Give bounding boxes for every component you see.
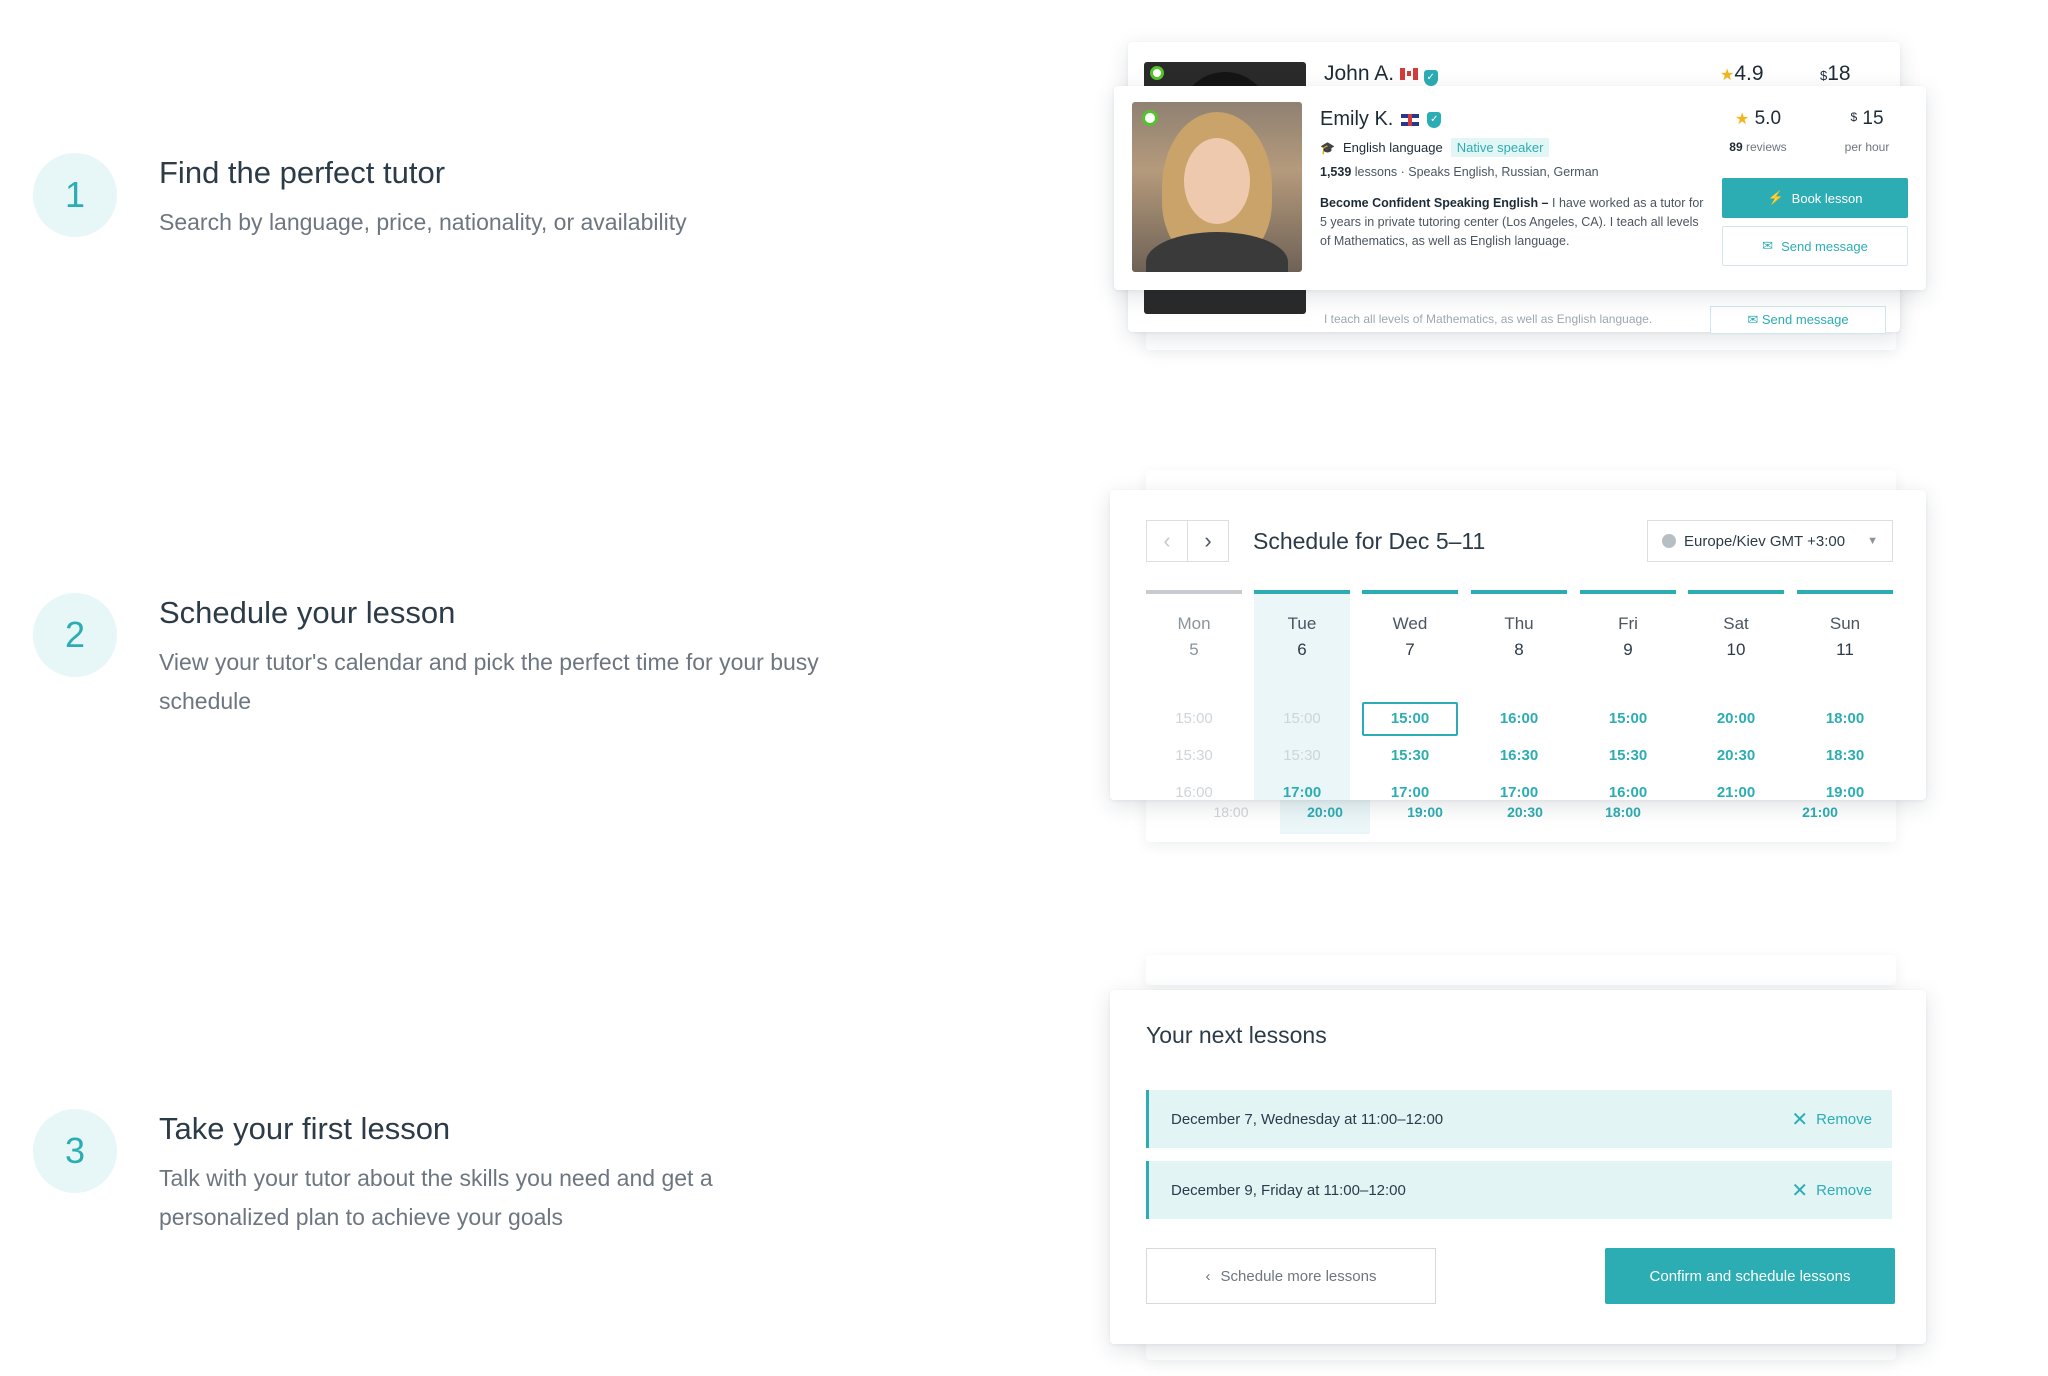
day-number: 5 xyxy=(1189,640,1199,659)
chevron-left-icon: ‹ xyxy=(1205,1267,1211,1285)
step-1-description: Search by language, price, nationality, or availability xyxy=(159,209,687,235)
tutor-price: $ 15 xyxy=(1850,108,1884,129)
time-slot[interactable]: 17:00 xyxy=(1499,784,1539,801)
lessons-card-stack-top xyxy=(1146,955,1896,985)
online-status-icon xyxy=(1142,110,1158,126)
send-message-button-john[interactable]: ✉ Send message xyxy=(1710,306,1886,334)
day-number: 7 xyxy=(1405,640,1415,659)
step-2-title: Schedule your lesson xyxy=(159,595,456,630)
time-slot: 15:30 xyxy=(1283,747,1321,764)
step-3-title: Take your first lesson xyxy=(159,1111,451,1146)
day-number: 11 xyxy=(1836,640,1854,659)
chevron-right-icon: › xyxy=(1204,528,1212,553)
verified-badge-icon: ✓ xyxy=(1427,112,1441,128)
step-2-description: View your tutor's calendar and pick the perfect time for your busy schedule xyxy=(159,649,819,714)
day-name: Sat xyxy=(1723,614,1749,633)
tutor-bio: Become Confident Speaking English – I have worked as a tutor for 5 years in private tutoring center (Los Angeles, CA). I teach all levels of Mathematics, as well as English language. xyxy=(1320,196,1704,248)
time-slot[interactable]: 17:00 xyxy=(1282,784,1322,801)
schedule-back-slot[interactable]: 20:30 xyxy=(1507,804,1543,820)
timezone-select[interactable]: Europe/Kiev GMT +3:00 ▼ xyxy=(1647,520,1893,562)
time-slot: 16:00 xyxy=(1175,784,1213,801)
tutor-rating: ★ 5.0 xyxy=(1734,108,1782,129)
native-speaker-badge: Native speaker xyxy=(1451,138,1550,157)
time-slot[interactable]: 16:00 xyxy=(1499,710,1539,727)
schedule-title: Schedule for Dec 5–11 xyxy=(1253,528,1486,554)
step-2-number: 2 xyxy=(33,593,117,677)
next-lessons-title: Your next lessons xyxy=(1146,1022,1327,1048)
time-slot-selected[interactable]: 15:00 xyxy=(1362,702,1458,736)
day-name: Thu xyxy=(1504,614,1534,633)
schedule-more-lessons-button[interactable]: ‹ Schedule more lessons xyxy=(1146,1248,1436,1304)
schedule-back-slot[interactable]: 21:00 xyxy=(1802,804,1838,820)
day-name: Sun xyxy=(1829,614,1861,633)
lesson-datetime: December 9, Friday at 11:00–12:00 xyxy=(1171,1181,1406,1199)
close-icon: ✕ xyxy=(1791,1108,1809,1131)
graduation-cap-icon: 🎓 xyxy=(1320,140,1335,155)
next-week-button[interactable] xyxy=(1187,520,1229,562)
tutor-photo-emily[interactable] xyxy=(1132,102,1302,272)
time-slot[interactable]: 18:00 xyxy=(1825,710,1865,727)
lesson-row xyxy=(1146,1161,1892,1219)
uk-flag-icon xyxy=(1401,114,1419,126)
time-slot[interactable]: 15:30 xyxy=(1390,747,1430,764)
canada-flag-icon xyxy=(1400,68,1418,80)
book-lesson-button[interactable]: ⚡ Book lesson xyxy=(1722,178,1908,218)
tutor-name-john[interactable]: John A. ✓ xyxy=(1324,62,1438,86)
close-icon: ✕ xyxy=(1791,1179,1809,1202)
time-slot[interactable]: 20:00 xyxy=(1716,710,1756,727)
globe-icon xyxy=(1662,534,1676,548)
day-column-sun xyxy=(1797,590,1893,800)
step-1-number: 1 xyxy=(33,153,117,237)
lightning-icon: ⚡ xyxy=(1767,190,1784,205)
schedule-card xyxy=(1110,490,1926,800)
tutor-name-emily[interactable]: Emily K. ✓ xyxy=(1320,108,1441,131)
day-number: 6 xyxy=(1297,640,1307,659)
schedule-back-slot[interactable]: 20:00 xyxy=(1307,804,1343,820)
time-slot[interactable]: 17:00 xyxy=(1390,784,1430,801)
time-slot[interactable]: 21:00 xyxy=(1716,784,1756,801)
time-slot[interactable]: 16:00 xyxy=(1608,784,1648,801)
tutor-card-emily[interactable] xyxy=(1114,86,1926,290)
day-column-thu xyxy=(1471,590,1567,800)
tutor-language: 🎓 English language Native speaker xyxy=(1320,138,1549,157)
day-column-mon xyxy=(1146,590,1242,800)
day-column-fri xyxy=(1580,590,1676,800)
caret-down-icon: ▼ xyxy=(1867,535,1878,547)
verified-badge-icon: ✓ xyxy=(1424,70,1438,86)
time-slot[interactable]: 18:30 xyxy=(1825,747,1865,764)
lesson-datetime: December 7, Wednesday at 11:00–12:00 xyxy=(1171,1110,1444,1128)
star-icon: ★ xyxy=(1734,111,1750,128)
time-slot: 15:00 xyxy=(1175,710,1213,727)
day-number: 10 xyxy=(1726,640,1746,659)
day-column-sat xyxy=(1688,590,1784,800)
next-lessons-card xyxy=(1110,990,1926,1344)
time-slot[interactable]: 19:00 xyxy=(1825,784,1865,801)
tutor-rating-john: ★4.9 xyxy=(1720,62,1764,85)
previous-week-button[interactable] xyxy=(1146,520,1188,562)
envelope-icon: ✉ xyxy=(1762,238,1774,253)
schedule-back-slot: 18:00 xyxy=(1213,804,1249,820)
lesson-row xyxy=(1146,1090,1892,1148)
confirm-and-schedule-button[interactable]: Confirm and schedule lessons xyxy=(1605,1248,1895,1304)
star-icon: ★ xyxy=(1720,67,1735,84)
day-name: Wed xyxy=(1392,614,1428,633)
time-slot[interactable]: 16:30 xyxy=(1499,747,1539,764)
day-column-wed xyxy=(1362,590,1458,800)
day-number: 8 xyxy=(1514,640,1524,659)
day-name: Fri xyxy=(1618,614,1638,633)
schedule-back-slot[interactable]: 19:00 xyxy=(1407,804,1443,820)
step-3-description: Talk with your tutor about the skills you need and get a personalized plan to achieve your goals xyxy=(159,1165,713,1230)
time-slot: 15:00 xyxy=(1283,710,1321,727)
step-3-number: 3 xyxy=(33,1109,117,1193)
schedule-back-slot[interactable]: 18:00 xyxy=(1605,804,1641,820)
tutor-reviews[interactable]: 89 reviews xyxy=(1729,140,1787,154)
day-column-tue xyxy=(1254,590,1350,800)
remove-lesson-button[interactable]: ✕ Remove xyxy=(1791,1179,1872,1202)
online-status-icon xyxy=(1150,66,1164,80)
day-name: Mon xyxy=(1177,614,1211,633)
step-1-title: Find the perfect tutor xyxy=(159,155,446,190)
price-per-hour-label: per hour xyxy=(1844,140,1890,154)
remove-lesson-button[interactable]: ✕ Remove xyxy=(1791,1108,1872,1131)
day-number: 9 xyxy=(1623,640,1633,659)
time-slot[interactable]: 15:00 xyxy=(1608,710,1648,727)
time-slot[interactable]: 15:30 xyxy=(1608,747,1648,764)
tutor-bio-john: I teach all levels of Mathematics, as well as English language. xyxy=(1324,312,1653,326)
day-name: Tue xyxy=(1287,614,1317,633)
time-slot: 15:30 xyxy=(1175,747,1213,764)
chevron-left-icon: ‹ xyxy=(1163,528,1171,553)
time-slot[interactable]: 20:30 xyxy=(1716,747,1756,764)
tutor-price-john: $18 xyxy=(1820,62,1851,85)
send-message-button[interactable]: ✉ Send message xyxy=(1722,226,1908,266)
tutor-lessons-info: 1,539 lessons · Speaks English, Russian, German xyxy=(1320,165,1599,179)
